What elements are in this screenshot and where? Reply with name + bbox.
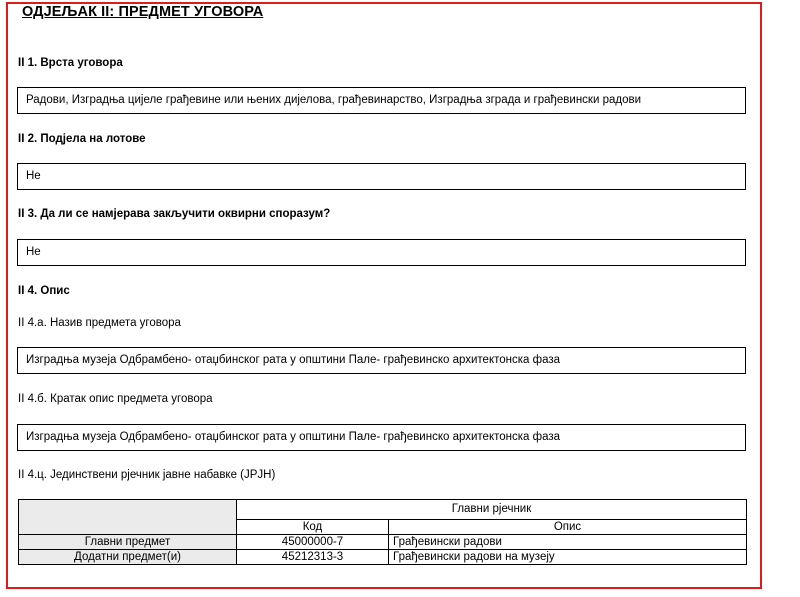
table-corner-cell (19, 500, 237, 535)
short-description-label: II 4.б. Кратак опис предмета уговора (18, 393, 213, 405)
table-row (19, 535, 747, 550)
framework-heading: II 3. Да ли се намјерава закључити оквирни споразум? (18, 208, 331, 220)
contract-type-heading: II 1. Врста уговора (18, 57, 123, 69)
code-column-header: Код (237, 520, 389, 535)
row-description: Грађевински радови (389, 535, 747, 550)
row-label: Додатни предмет(и) (19, 550, 237, 565)
framework-value: Не (17, 239, 746, 266)
row-description: Грађевински радови на музеју (389, 550, 747, 565)
description-heading: II 4. Опис (18, 285, 70, 297)
vocabulary-table (18, 499, 747, 565)
table-row (19, 550, 747, 565)
row-code: 45000000-7 (237, 535, 389, 550)
contract-type-value: Радови, Изградња цијеле грађевине или њених дијелова, грађевинарство, Изградња зграда и грађевински радови (17, 87, 746, 114)
section-title: ОДЈЕЉАК II: ПРЕДМЕТ УГОВОРА (22, 4, 264, 20)
contract-name-label: II 4.а. Назив предмета уговора (18, 317, 181, 329)
description-column-header: Опис (389, 520, 747, 535)
short-description-value: Изградња музеја Одбрамбено- отаџбинског рата у општини Пале- грађевинско архитектонска фаза (17, 424, 746, 451)
row-label: Главни предмет (19, 535, 237, 550)
main-vocabulary-header: Главни рјечник (237, 500, 747, 520)
lots-heading: II 2. Подјела на лотове (18, 133, 146, 145)
contract-name-value: Изградња музеја Одбрамбено- отаџбинског рата у општини Пале- грађевинско архитектонска фаза (17, 347, 746, 374)
vocabulary-label: II 4.ц. Јединствени рјечник јавне набавке (ЈРЈН) (18, 469, 276, 481)
row-code: 45212313-3 (237, 550, 389, 565)
lots-value: Не (17, 163, 746, 190)
